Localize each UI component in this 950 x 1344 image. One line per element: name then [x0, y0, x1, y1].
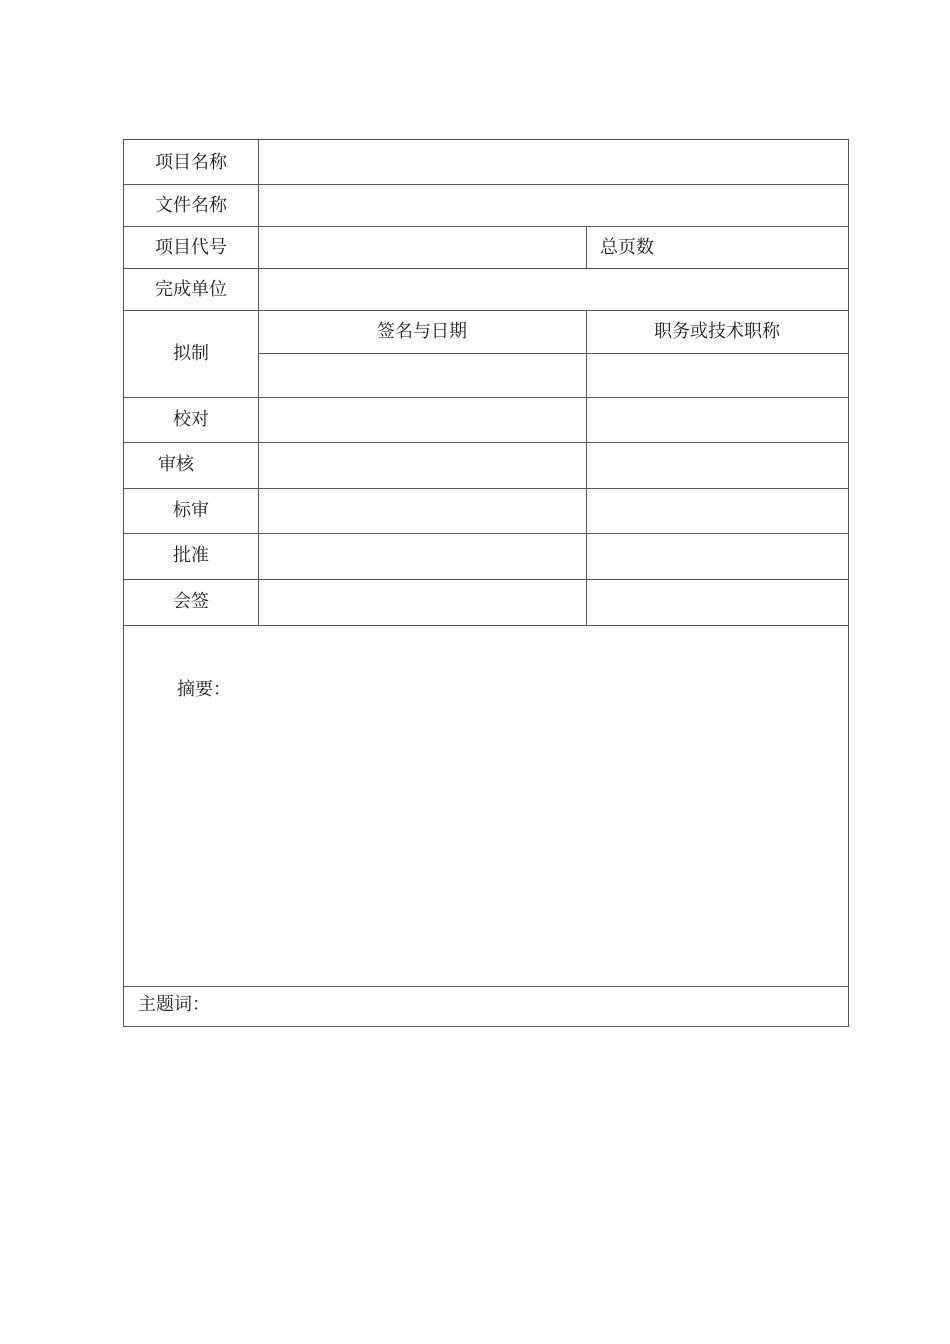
row-divider [124, 488, 848, 489]
countersign-signature-date-field[interactable] [260, 581, 585, 624]
review-position-title-field[interactable] [588, 444, 847, 487]
keywords-field[interactable] [214, 988, 847, 1025]
row-divider [124, 397, 848, 398]
proofread-signature-date-field[interactable] [260, 399, 585, 441]
file-name-field[interactable] [260, 186, 847, 225]
proofread-position-title-field[interactable] [588, 399, 847, 441]
project-name-label: 项目名称 [155, 152, 227, 173]
row-divider [124, 442, 848, 443]
draft-position-title-field[interactable] [588, 355, 847, 396]
standard-review-signature-date-field[interactable] [260, 490, 585, 532]
approve-label: 批准 [173, 545, 209, 566]
keywords-label: 主题词： [138, 994, 210, 1015]
row-divider [124, 310, 848, 311]
total-pages-field[interactable] [684, 228, 847, 267]
review-label: 审核 [158, 454, 194, 475]
column-divider [258, 140, 259, 625]
column-divider [586, 226, 587, 268]
countersign-position-title-field[interactable] [588, 581, 847, 624]
countersign-label: 会签 [173, 591, 209, 612]
draft-label: 拟制 [173, 343, 209, 364]
row-divider [124, 986, 848, 987]
approve-signature-date-field[interactable] [260, 535, 585, 578]
column-divider [586, 310, 587, 625]
signature-date-header: 签名与日期 [377, 321, 467, 342]
abstract-field[interactable] [125, 710, 847, 985]
proofread-label: 校对 [173, 409, 209, 430]
standard-review-label: 标审 [173, 500, 209, 521]
row-divider [124, 625, 848, 626]
row-divider [124, 268, 848, 269]
approve-position-title-field[interactable] [588, 535, 847, 578]
draft-signature-date-field[interactable] [260, 355, 585, 396]
standard-review-position-title-field[interactable] [588, 490, 847, 532]
row-divider [124, 184, 848, 185]
total-pages-label: 总页数 [600, 237, 654, 258]
project-code-field[interactable] [260, 228, 585, 267]
row-divider [124, 579, 848, 580]
completing-unit-label: 完成单位 [155, 279, 227, 300]
review-signature-date-field[interactable] [260, 444, 585, 487]
document-cover-form [123, 139, 849, 1027]
completing-unit-field[interactable] [260, 270, 847, 309]
row-divider [124, 533, 848, 534]
project-code-label: 项目代号 [155, 237, 227, 258]
abstract-label: 摘要： [177, 679, 231, 700]
row-divider [258, 353, 848, 354]
row-divider [124, 226, 848, 227]
project-name-field[interactable] [260, 141, 847, 183]
position-title-header: 职务或技术职称 [654, 321, 780, 342]
file-name-label: 文件名称 [155, 195, 227, 216]
